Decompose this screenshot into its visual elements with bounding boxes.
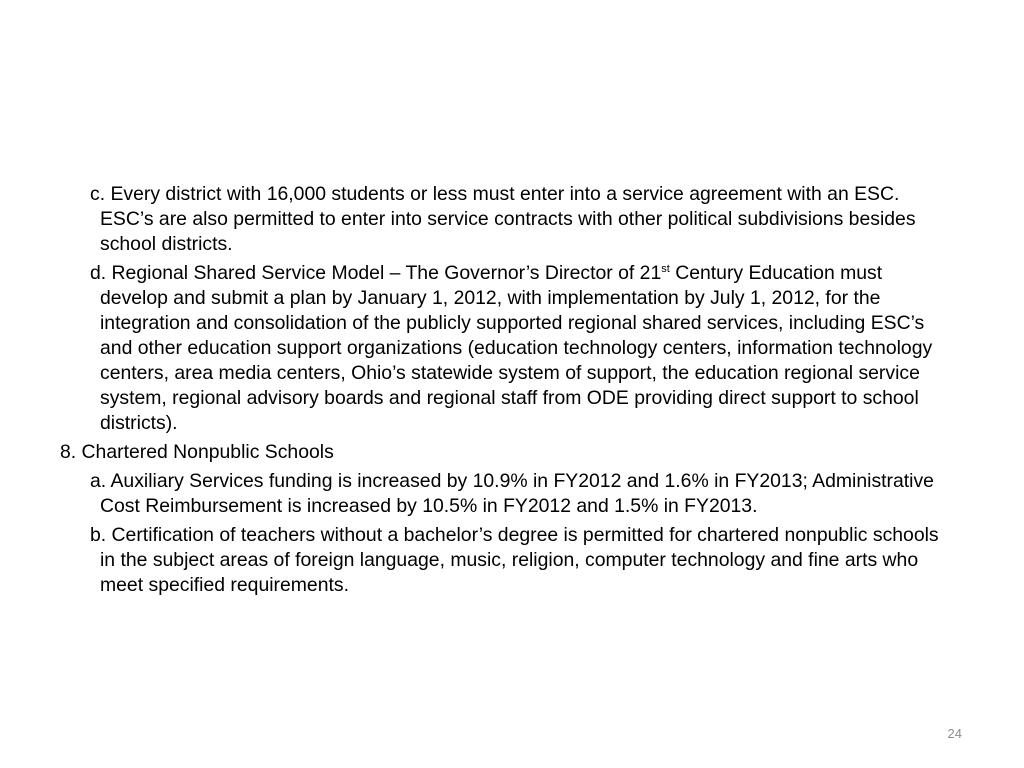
page-number: 24 — [947, 726, 962, 741]
section-heading: 8. Chartered Nonpublic Schools — [60, 441, 334, 463]
list-item-c — [60, 182, 950, 257]
list-item-d — [60, 261, 950, 436]
section-item-a-text: a. Auxiliary Services funding is increased by 10.9% in FY2012 and 1.6% in FY2013; Administrative Cost Reimbursement is increased by 10.5% in FY2012 and 1.5% in FY2013. — [90, 470, 934, 517]
ordinal-superscript: st — [661, 263, 670, 275]
list-item-d-text-before: d. Regional Shared Service Model – The Governor’s Director of 21 — [90, 262, 662, 284]
slide-body — [60, 182, 950, 602]
list-item-c-text: c. Every district with 16,000 students or less must enter into a service agreement with an ESC. ESC’s are also permitted to enter into service contracts with other political subdivisions besides school districts. — [90, 183, 916, 255]
section-item-b — [60, 523, 950, 598]
list-item-d-text-after: Century Education must develop and submit a plan by January 1, 2012, with implementation by July 1, 2012, for the integration and consolidation of the publicly supported regional shared services, including ESC’s and other education support organizations (education technology centers, information technology centers, area media centers, Ohio’s statewide system of support, the education regional service system, regional advisory boards and regional staff from ODE providing direct support to school districts). — [100, 262, 933, 434]
section-item-b-text: b. Certification of teachers without a bachelor’s degree is permitted for chartered nonpublic schools in the subject areas of foreign language, music, religion, computer technology and fine arts who meet specified requirements. — [90, 524, 939, 596]
section-item-a — [60, 469, 950, 519]
